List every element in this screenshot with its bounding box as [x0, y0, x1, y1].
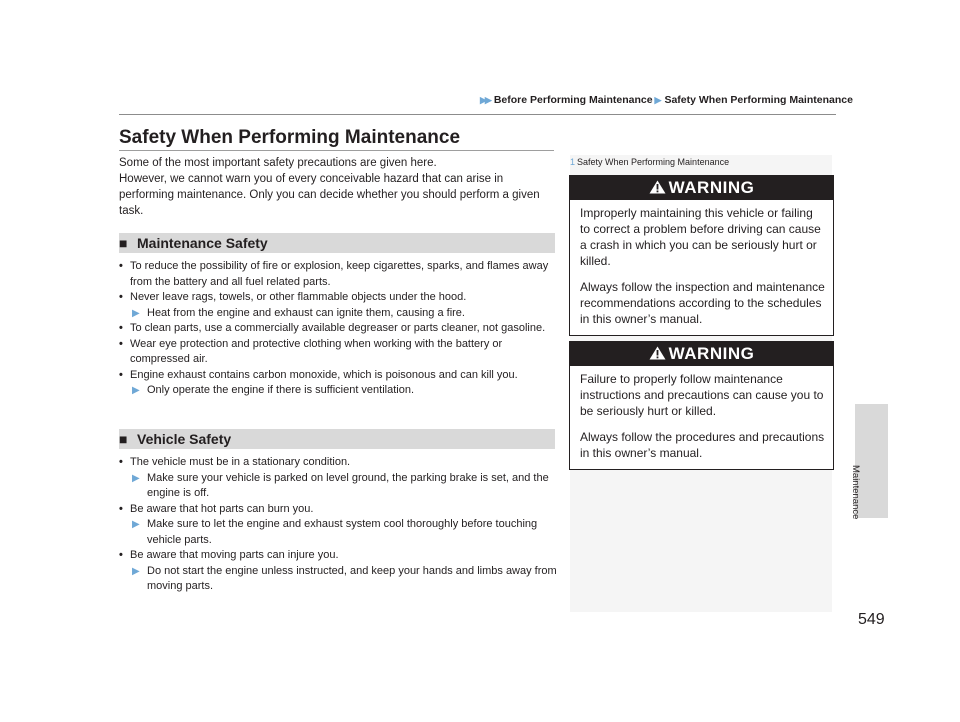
square-bullet-icon: ■ — [119, 235, 128, 251]
header-rule — [119, 114, 836, 115]
sidebar-heading: 1 Safety When Performing Maintenance — [570, 157, 730, 167]
title-rule — [119, 150, 554, 151]
section-title: Vehicle Safety — [137, 431, 232, 447]
list-subitem: ▶ Only operate the engine if there is sufficient ventilation. — [119, 383, 559, 399]
square-bullet-icon: ■ — [119, 431, 128, 447]
breadcrumb — [480, 94, 853, 106]
breadcrumb-item[interactable]: Safety When Performing Maintenance — [664, 94, 853, 106]
warning-text: Always follow the procedures and precautions in this owner’s manual. — [580, 430, 825, 460]
warning-header: WARNING — [570, 176, 833, 200]
warning-box — [569, 175, 834, 336]
breadcrumb-arrow-icon: ▶▶ — [480, 95, 490, 105]
list-item: • To clean parts, use a commercially available degreaser or parts cleaner, not gasoline. — [119, 322, 546, 334]
reference-arrow-icon: 1 — [570, 157, 576, 167]
breadcrumb-item[interactable]: Before Performing Maintenance — [493, 94, 653, 106]
section-title: Maintenance Safety — [137, 235, 268, 251]
warning-text: Improperly maintaining this vehicle or failing to correct a problem before driving can cause a crash in which you can be seriously hurt or killed. — [580, 206, 821, 268]
arrow-icon: ▶ — [132, 472, 140, 484]
breadcrumb-arrow-icon: ▶ — [654, 95, 662, 105]
list-item: • Be aware that moving parts can injure you. — [119, 549, 339, 561]
maintenance-safety-list — [119, 259, 559, 399]
warning-text: Failure to properly follow maintenance instructions and precautions can cause you to be seriously hurt or killed. — [580, 372, 824, 418]
warning-triangle-icon — [649, 180, 666, 194]
warning-box — [569, 341, 834, 470]
intro-paragraph: However, we cannot warn you of every conceivable hazard that can arise in performing maintenance. Only you can decide whether you should perform a given task. — [119, 173, 540, 217]
list-subitem: ▶ Make sure your vehicle is parked on level ground, the parking brake is set, and the engine is off. — [132, 471, 549, 499]
list-subitem: ▶ Make sure to let the engine and exhaust system cool thoroughly before touching vehicle parts. — [132, 518, 538, 546]
section-header-maintenance-safety — [119, 233, 555, 253]
arrow-icon: ▶ — [132, 565, 140, 577]
warning-text: Always follow the inspection and maintenance recommendations according to the schedules in this owner’s manual. — [580, 280, 825, 326]
list-subitem: ▶ Do not start the engine unless instructed, and keep your hands and limbs away from moving parts. — [132, 564, 557, 592]
vehicle-safety-list — [119, 455, 559, 595]
warning-triangle-icon — [649, 346, 666, 360]
intro-text — [119, 155, 559, 219]
chapter-tab-label: Maintenance — [850, 465, 861, 520]
arrow-icon: ▶ — [132, 307, 140, 319]
page-number: 549 — [858, 611, 885, 628]
list-item: • Engine exhaust contains carbon monoxide, which is poisonous and can kill you. — [119, 368, 518, 381]
page-title: Safety When Performing Maintenance — [119, 127, 461, 148]
section-header-vehicle-safety — [119, 429, 555, 449]
arrow-icon: ▶ — [132, 519, 140, 530]
list-subitem: ▶ Heat from the engine and exhaust can ignite them, causing a fire. — [119, 306, 559, 322]
intro-paragraph: Some of the most important safety precautions are given here. — [119, 157, 437, 169]
list-item: • Wear eye protection and protective clothing when working with the battery or compressed air. — [119, 337, 503, 365]
list-item: • Be aware that hot parts can burn you. — [119, 502, 314, 515]
list-item: • The vehicle must be in a stationary condition. — [119, 456, 351, 468]
arrow-icon: ▶ — [132, 385, 140, 396]
warning-header: WARNING — [570, 342, 833, 366]
list-item: • To reduce the possibility of fire or explosion, keep cigarettes, sparks, and flames away from the battery and all fuel related parts. — [119, 260, 549, 288]
list-item: • Never leave rags, towels, or other flammable objects under the hood. — [119, 291, 467, 303]
